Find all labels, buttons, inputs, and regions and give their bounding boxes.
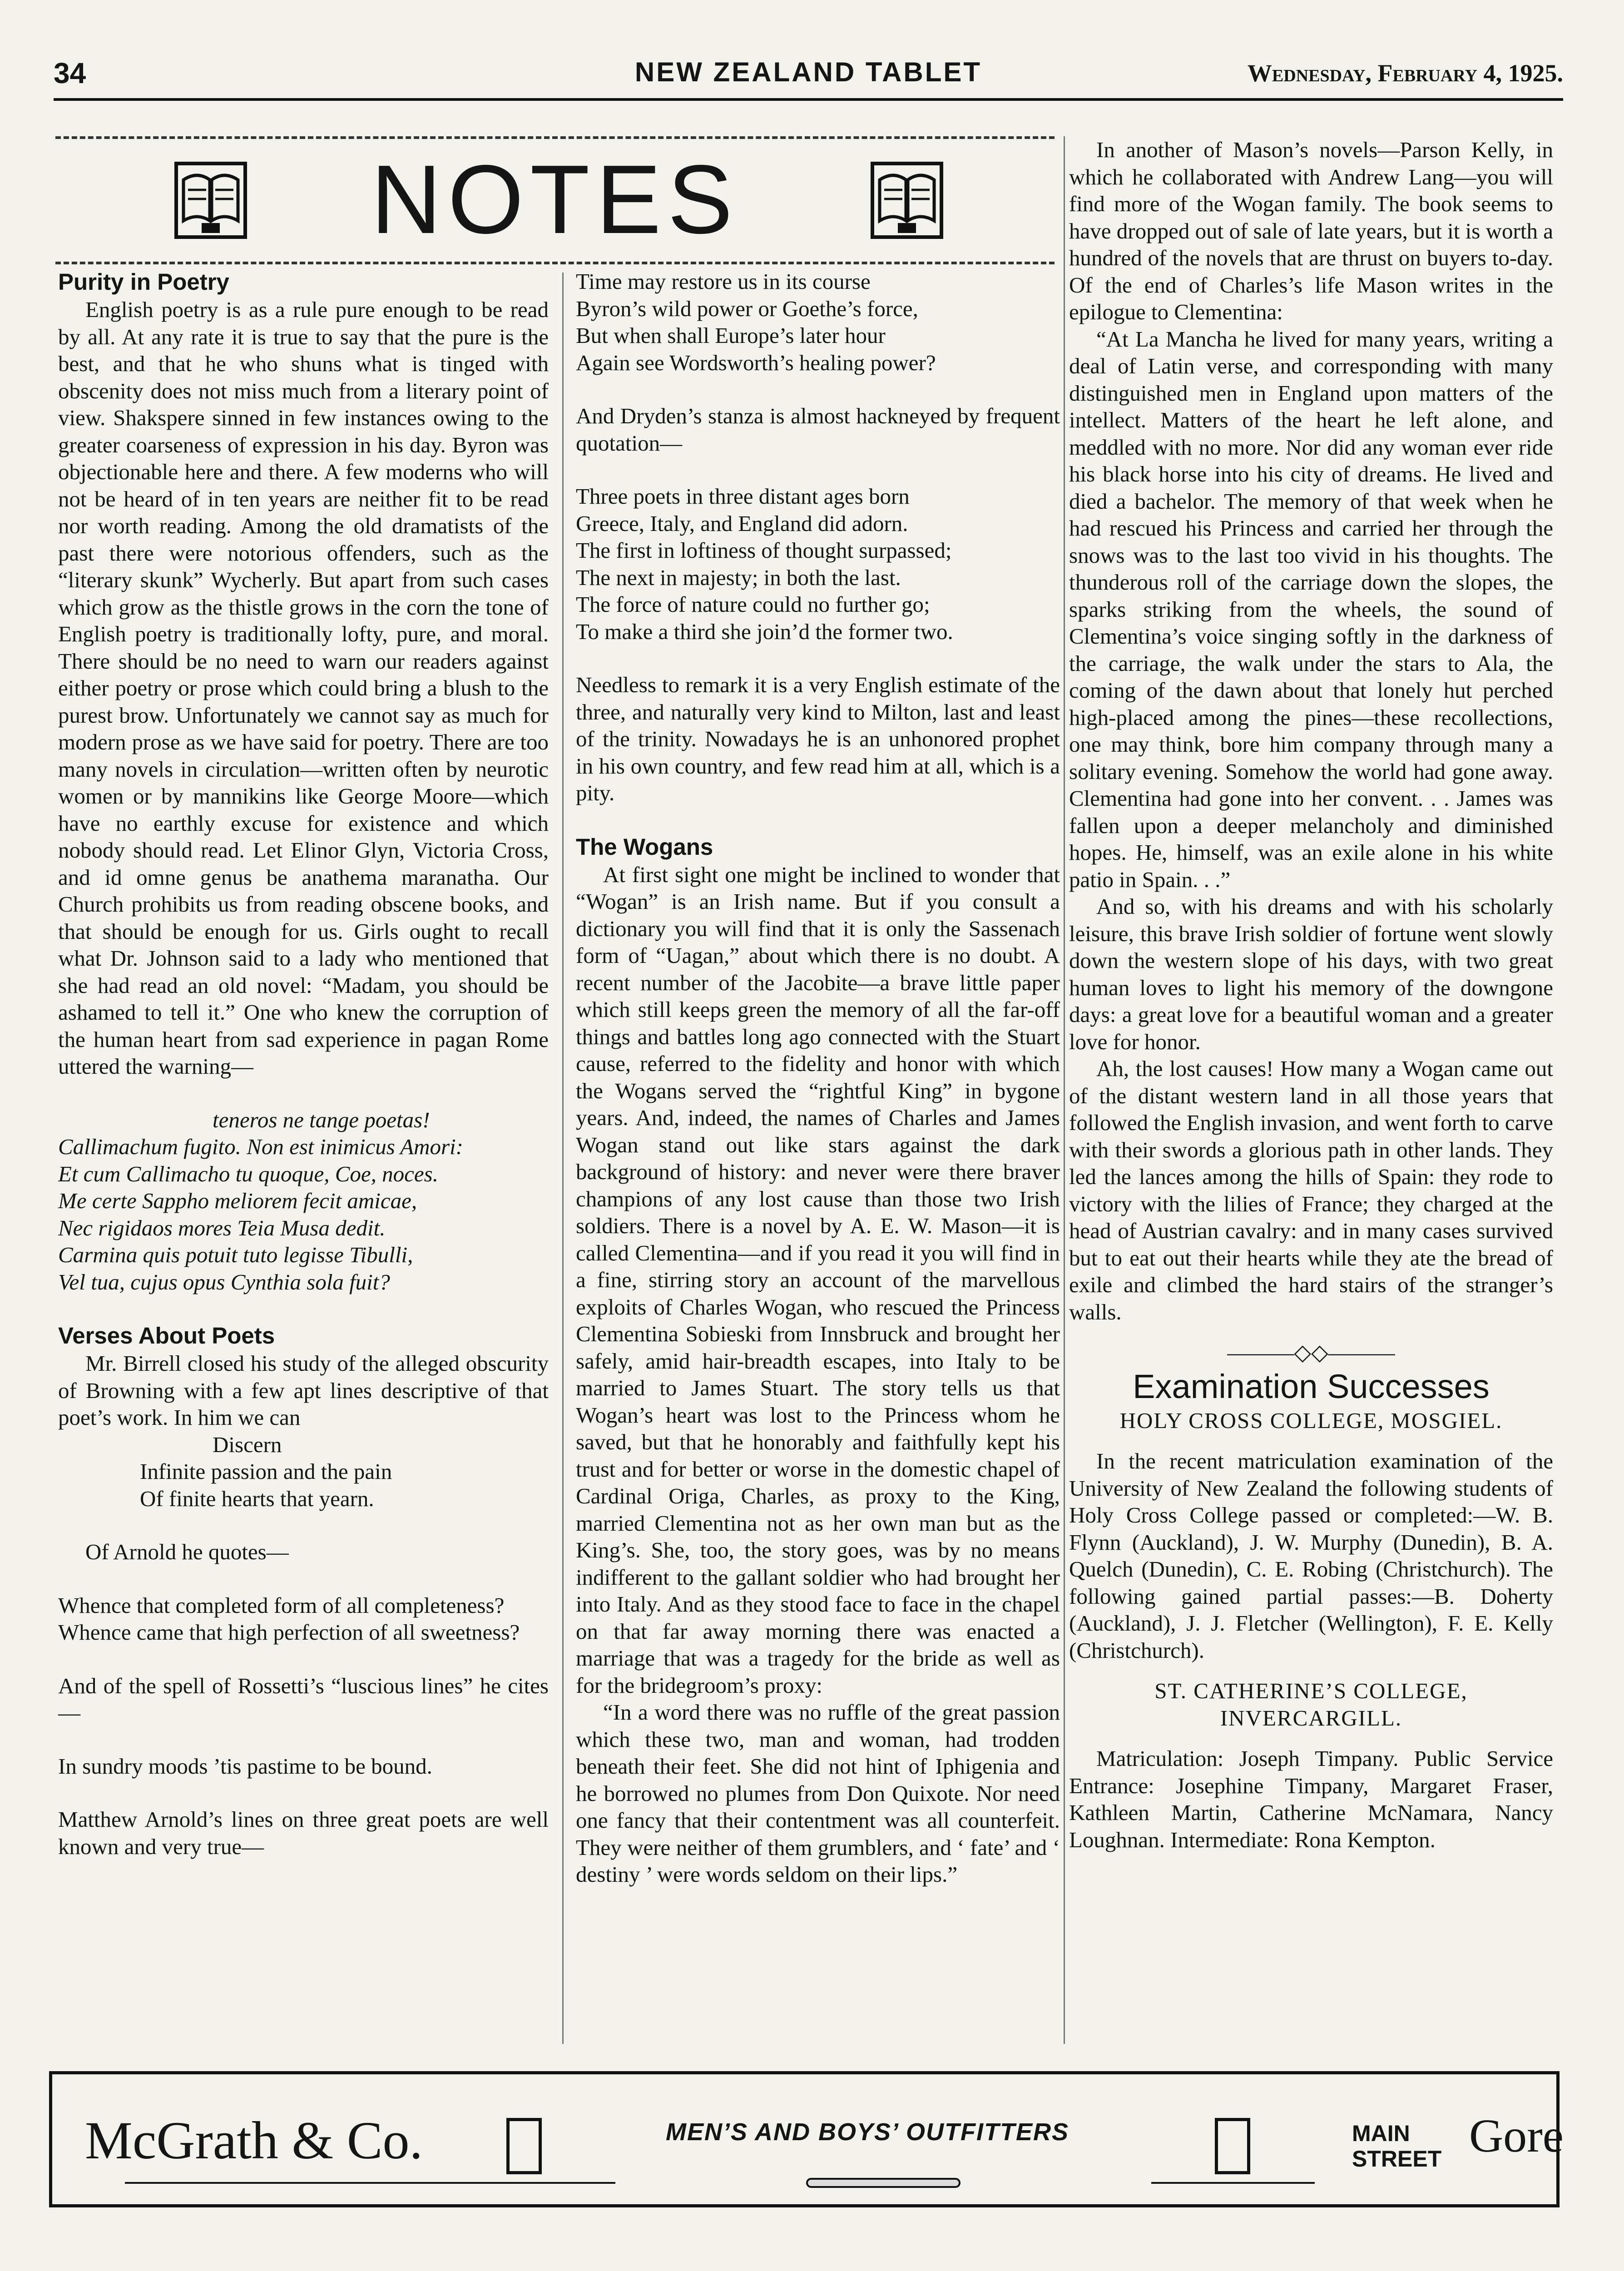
ad-square-icon: [1215, 2118, 1250, 2174]
column-1: [58, 268, 549, 1860]
column-rule: [562, 273, 564, 2044]
ad-rope-ornament: [125, 2174, 1484, 2192]
column-3: [1069, 136, 1553, 1853]
paragraph: Of Arnold he quotes—: [85, 1539, 289, 1564]
notes-banner: [55, 136, 1055, 264]
quote-line: Whence came that high perfection of all sweetness?: [58, 1620, 520, 1645]
quote-line: Whence that completed form of all completeness?: [58, 1592, 505, 1618]
section-divider: ———◇◇———: [1227, 1340, 1395, 1365]
paragraph: “At La Mancha he lived for many years, writing a deal of Latin verse, and corresponding with many distinguished men in England upon matters of the intellect. Matters of the heart he left alone, and meddled with no more. Nor did any woman ever ride his black horse into his city of dreams. He lived and died a bachelor. The memory of that week when he had rescued his Princess and carried her through the snows was to the last too vivid in his thoughts. The thunderous roll of the carriage down the slopes, the sparks striking from the wheels, the sound of Clementina’s voice singing softly in the darkness of the carriage, the walk under the stars to Ala, the coming of the dawn about that lonely hut perched high-placed among the pines—these recollections, one may think, bore him company through many a solitary evening. Somehow the world had gone away. Clementina had gone into her convent. . . James was fallen upon a deeper melancholy and diminished hopes. He, himself, was an exile alone in his white patio in Spain. . .”: [1069, 326, 1553, 892]
paragraph: In the recent matriculation examination of the University of New Zealand the following students of Holy Cross College passed or completed:—W. B. Flynn (Auckland), J. W. Murphy (Dunedin), B. A. Quelch (Dunedin), C. E. Robing (Christchurch). The following gained partial passes:—B. Doherty (Auckland), J. J. Fletcher (Wellington), F. E. Kelly (Christchurch).: [1069, 1448, 1553, 1663]
paragraph: “In a word there was no ruffle of the great passion which these two, man and woman, had trodden beneath their feet. She did not hint of Iphigenia and he borrowed no plumes from Don Quixote. Nor need one fancy that their contentment was all counterfeit. They were neither of them grumblers, and ‘ fate’ and ‘ destiny ’ were words seldom on their lips.”: [576, 1700, 1060, 1887]
advertisement: [49, 2071, 1564, 2207]
paragraph: Matthew Arnold’s lines on three great poets are well known and very true—: [58, 1807, 549, 1859]
college-heading: INVERCARGILL.: [1220, 1705, 1402, 1731]
section-title: NOTES: [371, 144, 739, 254]
paragraph: In another of Mason’s novels—Parson Kelly, in which he collaborated with Andrew Lang—you will find more of the Wogan family. The book seems to have dropped out of sale of late years, but it is worth a hundred of the novels that are thrust on buyers to-day. Of the end of Charles’s life Mason writes in the epilogue to Clementina:: [1069, 137, 1553, 324]
exam-title: Examination Successes: [1133, 1367, 1490, 1405]
paragraph: English poetry is as a rule pure enough to be read by all. At any rate it is true to say that the pure is the best, and that he who shuns what is tinged with obscenity does not miss much from a literary point of view. Shakspere sinned in few instances owing to the greater coarseness of expression in his day. Byron was objectionable here and there. A few moderns who will not be heard of in ten years are neither fit to be read nor worth reading. Among the old dramatists of the past there were notorious offenders, such as the “literary skunk” Wycherly. But apart from such cases which grow as the thistle grows in the corn the tone of English poetry is traditionally lofty, pure, and moral. There should be no need to warn our readers against either poetry or prose which could bring a blush to the purest brow. Unfortunately we cannot say as much for modern prose as we have said for poetry. There are too many novels in circulation—written often by neurotic women or by mannikins like George Moore—which have no earthly excuse for existence and which nobody should read. Let Elinor Glyn, Victoria Cross, and id omne genus be anathema maranatha. Our Church prohibits us from reading obscene books, and that should be enough for us. Girls ought to recall what Dr. Johnson said to a lady who mentioned that she had read an old novel: “Madam, you should be ashamed to tell it.” One who knew the corruption of the human heart from sad experience in pagan Rome uttered the warning—: [58, 297, 549, 1079]
latin-verse: teneros ne tange poetas! Callimachum fugito. Non est inimicus Amori: Et cum Callimacho tu quoque, Coe, noces. Me certe Sappho meliorem fecit amicae, Nec rigidaos mores Teia Musa dedit. Carmina quis potuit tuto legisse Tibulli, Vel tua, cujus opus Cynthia sola fuit?: [58, 1107, 463, 1294]
paragraph: And Dryden’s stanza is almost hackneyed by frequent quotation—: [576, 403, 1060, 456]
paragraph: Matriculation: Joseph Timpany. Public Service Entrance: Josephine Timpany, Margaret Fraser, Kathleen Martin, Catherine McNamara, Nancy Loughnan. Intermediate: Rona Kempton.: [1069, 1746, 1553, 1852]
browning-verse: Discern Infinite passion and the pain Of finite hearts that yearn.: [140, 1432, 392, 1511]
paragraph: And of the spell of Rossetti’s “luscious lines” he cites—: [58, 1673, 549, 1725]
open-book-icon: [871, 162, 943, 239]
paragraph: At first sight one might be inclined to wonder that “Wogan” is an Irish name. But if you consult a dictionary you will find that it is only the Sassenach form of “Uagan,” about which there is no doubt. A recent number of the Jacobite—a brave little paper which still keeps green the memory of all the far-off things and battles long ago connected with the Stuart cause, referred to the fidelity and honor with which the Wogans served the “rightful King” in bygone years. And, indeed, the names of Charles and James Wogan stand out like stars against the dark background of history: and never were there braver champions of any lost cause than those two Irish soldiers. There is a novel by A. E. W. Mason—it is called Clementina—and if you read it you will find in a fine, stirring story an account of the marvellous exploits of Charles Wogan, who rescued the Princess Clementina Sobieski from Innsbruck and brought her safely, amid hair-breadth escapes, into Italy to be married to James Stuart. The story tells us that Wogan’s heart was lost to the Princess whom he saved, but that he honorably and faithfully kept his trust and for better or worse in the domestic chapel of Cardinal Origa, Charles, as proxy to the King, married Clementina not as her own man but as the King’s. She, too, the story goes, was by no means indifferent to the gallant soldier who had brought her into Italy. And as they stood face to face in the chapel on that far away morning there was enacted a marriage that was a tragedy for the bride as well as for the bridegroom’s proxy:: [576, 862, 1060, 1698]
heading-the-wogans: The Wogans: [576, 833, 713, 860]
publication-title: NEW ZEALAND TABLET: [634, 57, 982, 87]
college-heading: ST. CATHERINE’S COLLEGE,: [1154, 1678, 1468, 1703]
ad-brand: McGrath & Co.: [85, 2111, 423, 2170]
page-number: 34: [54, 57, 86, 89]
column-rule: [1064, 136, 1065, 2044]
paragraph: Ah, the lost causes! How many a Wogan came out of the distant western land in all those years that followed the English invasion, and went forth to carve with their swords a glorious path in other lands. They led the lances among the hills of Spain: they rode to victory with the lilies of France; they charged at the head of Austrian cavalry: and in many cases survived but to eat out their hearts while they ate the bread of exile and climbed the hard stairs of the stranger’s walls.: [1069, 1056, 1553, 1324]
paragraph: Mr. Birrell closed his study of the alleged obscurity of Browning with a few apt lines descriptive of that poet’s work. In him we can: [58, 1351, 549, 1430]
running-head: [54, 56, 1563, 101]
ad-address: MAIN STREET: [1352, 2121, 1442, 2172]
issue-date: Wednesday, February 4, 1925.: [1247, 60, 1563, 87]
dryden-verse: Three poets in three distant ages born Greece, Italy, and England did adorn. The first in loftiness of thought surpassed; The next in majesty; in both the last. The force of nature could no further go; To make a third she join’d the former two.: [576, 484, 953, 644]
column-2: [576, 268, 1060, 1888]
quote-line: In sundry moods ’tis pastime to be bound.: [58, 1753, 432, 1779]
arnold-verse: Time may restore us in its course Byron’s wild power or Goethe’s force, But when shall Europe’s later hour Again see Wordsworth’s healing power?: [576, 269, 936, 375]
paragraph: Needless to remark it is a very English estimate of the three, and naturally very kind to Milton, last and least of the trinity. Nowadays he is an unhonored prophet in his own country, and few read him at all, which is a pity.: [576, 672, 1060, 805]
ad-square-icon: [506, 2118, 542, 2174]
paragraph: And so, with his dreams and with his scholarly leisure, this brave Irish soldier of fortune went slowly down the western slope of his days, with two great human loves to light his memory of the downgone days: a great love for a beautiful woman and a greater love for honor.: [1069, 894, 1553, 1054]
ad-tagline: MEN’S AND BOYS’ OUTFITTERS: [665, 2118, 1069, 2146]
ad-town: Gore: [1469, 2110, 1564, 2162]
heading-verses-about-poets: Verses About Poets: [58, 1323, 275, 1349]
college-heading: HOLY CROSS COLLEGE, MOSGIEL.: [1119, 1408, 1503, 1433]
heading-purity-in-poetry: Purity in Poetry: [58, 269, 229, 295]
